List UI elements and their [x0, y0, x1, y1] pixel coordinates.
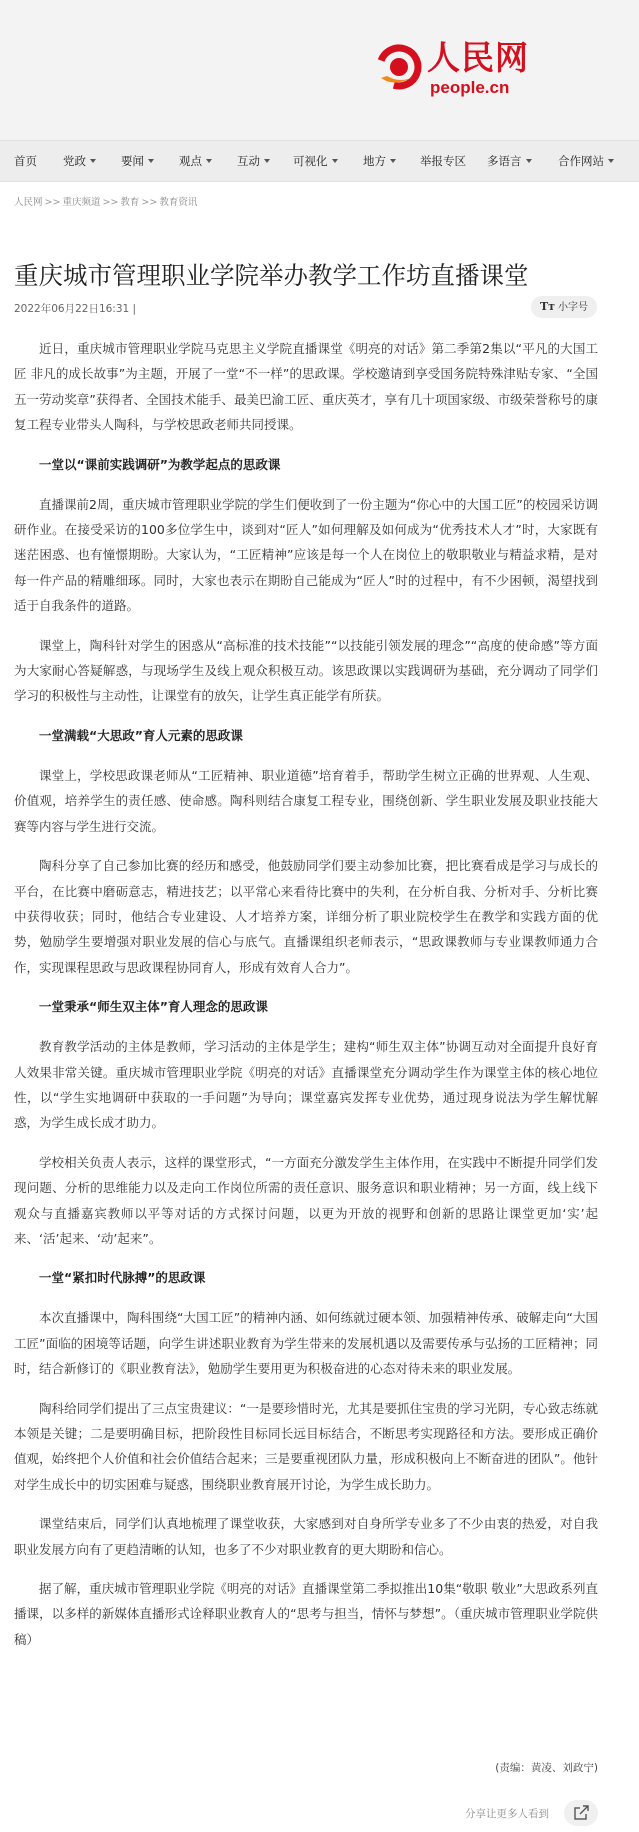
breadcrumb: [14, 194, 197, 208]
logo-text-cn: 人民网: [427, 38, 529, 77]
section-heading: 一堂“紧扣时代脉搏”的思政课: [39, 1270, 206, 1286]
nav-item-local[interactable]: [363, 141, 396, 181]
nav-item-label: 合作网站: [558, 154, 604, 168]
nav-item-label: 地方: [363, 154, 386, 168]
main-nav: [0, 140, 639, 182]
nav-item-label: 多语言: [487, 154, 522, 168]
nav-item-news[interactable]: [121, 141, 154, 181]
article-paragraph: 直播课前2周，重庆城市管理职业学院的学生们便收到了一份主题为“你心中的大国工匠”的校园采访调研作业。在接受采访的100多位学生中，谈到对“匠人”如何理解及如何成为“优秀技术人才”时，大家既有迷茫困惑、也有憧憬期盼。大家认为，“工匠精神”应该是每一个人在岗位上的敬职敬业与精益求精，是对每一件产品的精雕细琢。同时，大家也表示在期盼自己能成为“匠人”时的过程中，有不少困顿，渴望找到适于自我条件的道路。: [14, 496, 598, 614]
breadcrumb-item[interactable]: 教育资讯: [159, 197, 198, 208]
nav-item-label: 举报专区: [420, 154, 466, 168]
nav-item-label: 党政: [63, 154, 86, 168]
chevron-down-icon: [264, 159, 270, 163]
nav-item-label: 互动: [237, 154, 260, 168]
section-heading: 一堂以“课前实践调研”为教学起点的思政课: [39, 456, 281, 472]
logo-text-en: people.cn: [430, 78, 510, 97]
article-paragraph: 本次直播课中，陶科围绕“大国工匠”的精神内涵、如何练就过硬本领、加强精神传承、破解走向“大国工匠”面临的困境等话题，向学生讲述职业教育为学生带来的发展机遇以及需要传承与弘扬的工匠精神；同时，结合新修订的《职业教育法》，勉励学生要用更为积极奋进的心态对待未来的职业发展。: [14, 1310, 598, 1377]
site-logo[interactable]: [375, 38, 529, 100]
chevron-down-icon: [608, 159, 614, 163]
nav-item-report[interactable]: [420, 141, 466, 181]
nav-item-visual[interactable]: [293, 141, 338, 181]
nav-item-label: 要闻: [121, 154, 144, 168]
nav-item-partners[interactable]: [558, 141, 614, 181]
article-paragraph: 教育教学活动的主体是教师，学习活动的主体是学生；建构“师生双主体”协调互动对全面提升良好育人效果非常关键。重庆城市管理职业学院《明亮的对话》直播课堂充分调动学生作为课堂主体的核心地位性，以“学生实地调研中获取的一手问题”为导向；课堂嘉宾发挥专业优势，通过现身说法为学生解忧解惑，为学生成长成才助力。: [14, 1039, 598, 1131]
article-paragraph: 陶科分享了自己参加比赛的经历和感受，他鼓励同学们要主动参加比赛，把比赛看成是学习与成长的平台，在比赛中磨砺意志，精进技艺；以平常心来看待比赛中的失利，在分析自我、分析对手、分析比赛中获得收获；同时，他结合专业建设、人才培养方案，详细分析了职业院校学生在教学和实践方面的优势，勉励学生要增强对职业发展的信心与底气。直播课组织老师表示，“思政课教师与专业课教师通力合作，实现课程思政与思政课程协同育人，形成有效育人合力”。: [14, 858, 598, 975]
share-button[interactable]: [564, 1800, 598, 1826]
share-text: 分享让更多人看到: [465, 1808, 549, 1820]
breadcrumb-separator: >>: [44, 197, 61, 208]
article-paragraph: 学校相关负责人表示，这样的课堂形式，“一方面充分激发学生主体作用，在实践中不断提升同学们发现问题、分析的思维能力以及走向工作岗位所需的责任意识、服务意识和职业精神；另一方面，线上线下观众与直播嘉宾教师以平等对话的方式探讨问题，以更为开放的视野和创新的思路让课堂更加‘实’起来、‘活’起来、‘动’起来”。: [14, 1154, 598, 1246]
chevron-down-icon: [526, 159, 532, 163]
breadcrumb-item[interactable]: 重庆频道: [62, 197, 101, 208]
chevron-down-icon: [390, 159, 396, 163]
nav-item-label: 首页: [14, 154, 37, 168]
article-paragraph: 近日，重庆城市管理职业学院马克思主义学院直播课堂《明亮的对话》第二季第2集以“平凡的大国工匠 非凡的成长故事”为主题，开展了一堂“不一样”的思政课。学校邀请到享受国务院特殊津贴专家、“全国五一劳动奖章”获得者、全国技术能手、最美巴渝工匠、重庆英才，享有几十项国家级、市级荣誉称号的康复工程专业带头人陶科，与学校思政老师共同授课。: [14, 341, 598, 433]
chevron-down-icon: [148, 159, 154, 163]
breadcrumb-item[interactable]: 人民网: [14, 197, 43, 208]
article-paragraph: 课堂上，陶科针对学生的困惑从“高标准的技术技能”“以技能引领发展的理念”“高度的使命感”等方面为大家耐心答疑解惑，与现场学生及线上观众积极互动。该思政课以实践调研为基础，充分调动了同学们学习的积极性与主动性，让课堂有的放矢，让学生真正能学有所获。: [14, 637, 598, 704]
section-heading: 一堂秉承“师生双主体”育人理念的思政课: [39, 999, 268, 1015]
section-heading: 一堂满载“大思政”育人元素的思政课: [39, 727, 243, 743]
nav-item-party[interactable]: [63, 141, 96, 181]
people-logo-icon: [375, 42, 423, 90]
font-size-toggle-button[interactable]: [531, 296, 597, 318]
nav-item-languages[interactable]: [487, 141, 532, 181]
site-header: [0, 0, 639, 140]
chevron-down-icon: [90, 159, 96, 163]
article-paragraph: 课堂上，学校思政课老师从“工匠精神、职业道德”培育着手，帮助学生树立正确的世界观、人生观、价值观，培养学生的责任感、使命感。陶科则结合康复工程专业，围绕创新、学生职业发展及职业技能大赛等内容与学生进行交流。: [14, 767, 598, 834]
article-paragraph: 课堂结束后，同学们认真地梳理了课堂收获，大家感到对自身所学专业多了不少由衷的热爱，对自我职业发展方向有了更趋清晰的认知，也多了不少对职业教育的更大期盼和信心。: [14, 1516, 598, 1557]
article-title: 重庆城市管理职业学院举办教学工作坊直播课堂: [14, 261, 529, 291]
article-datetime: 2022年06月22日16:31 |: [14, 303, 137, 315]
nav-item-label: 可视化: [293, 154, 328, 168]
article-body: [14, 336, 598, 1666]
nav-item-home[interactable]: [14, 141, 37, 181]
chevron-down-icon: [332, 159, 338, 163]
breadcrumb-separator: >>: [141, 197, 158, 208]
article-paragraph: 陶科给同学们提出了三点宝贵建议：“一是要珍惜时光，尤其是要抓住宝贵的学习光阴，专心致志练就本领是关键；二是要明确目标，把阶段性目标同长远目标结合，不断思考实现路径和方法。要形成正确价值观，始终把个人价值和社会价值结合起来；三是要重视团队力量，形成积极向上不断奋进的团队”。他针对学生成长中的切实困难与疑惑，围绕职业教育展开讨论，为学生成长助力。: [14, 1400, 598, 1492]
nav-item-interact[interactable]: [237, 141, 270, 181]
font-size-icon: Tт: [539, 300, 555, 313]
article-editor: (责编：黄凌、刘政宁): [495, 1762, 598, 1774]
breadcrumb-separator: >>: [102, 197, 119, 208]
font-size-label: 小字号: [558, 302, 588, 313]
chevron-down-icon: [206, 159, 212, 163]
share-icon: [564, 1800, 598, 1826]
breadcrumb-item[interactable]: 教育: [120, 197, 140, 208]
nav-item-label: 观点: [179, 154, 202, 168]
article-paragraph: 据了解，重庆城市管理职业学院《明亮的对话》直播课堂第二季拟推出10集“敬职 敬业”大思政系列直播课，以多样的新媒体直播形式诠释职业教育人的“思考与担当，情怀与梦想”。（重庆城市管理职业学院供稿）: [14, 1581, 598, 1647]
nav-item-opinion[interactable]: [179, 141, 212, 181]
